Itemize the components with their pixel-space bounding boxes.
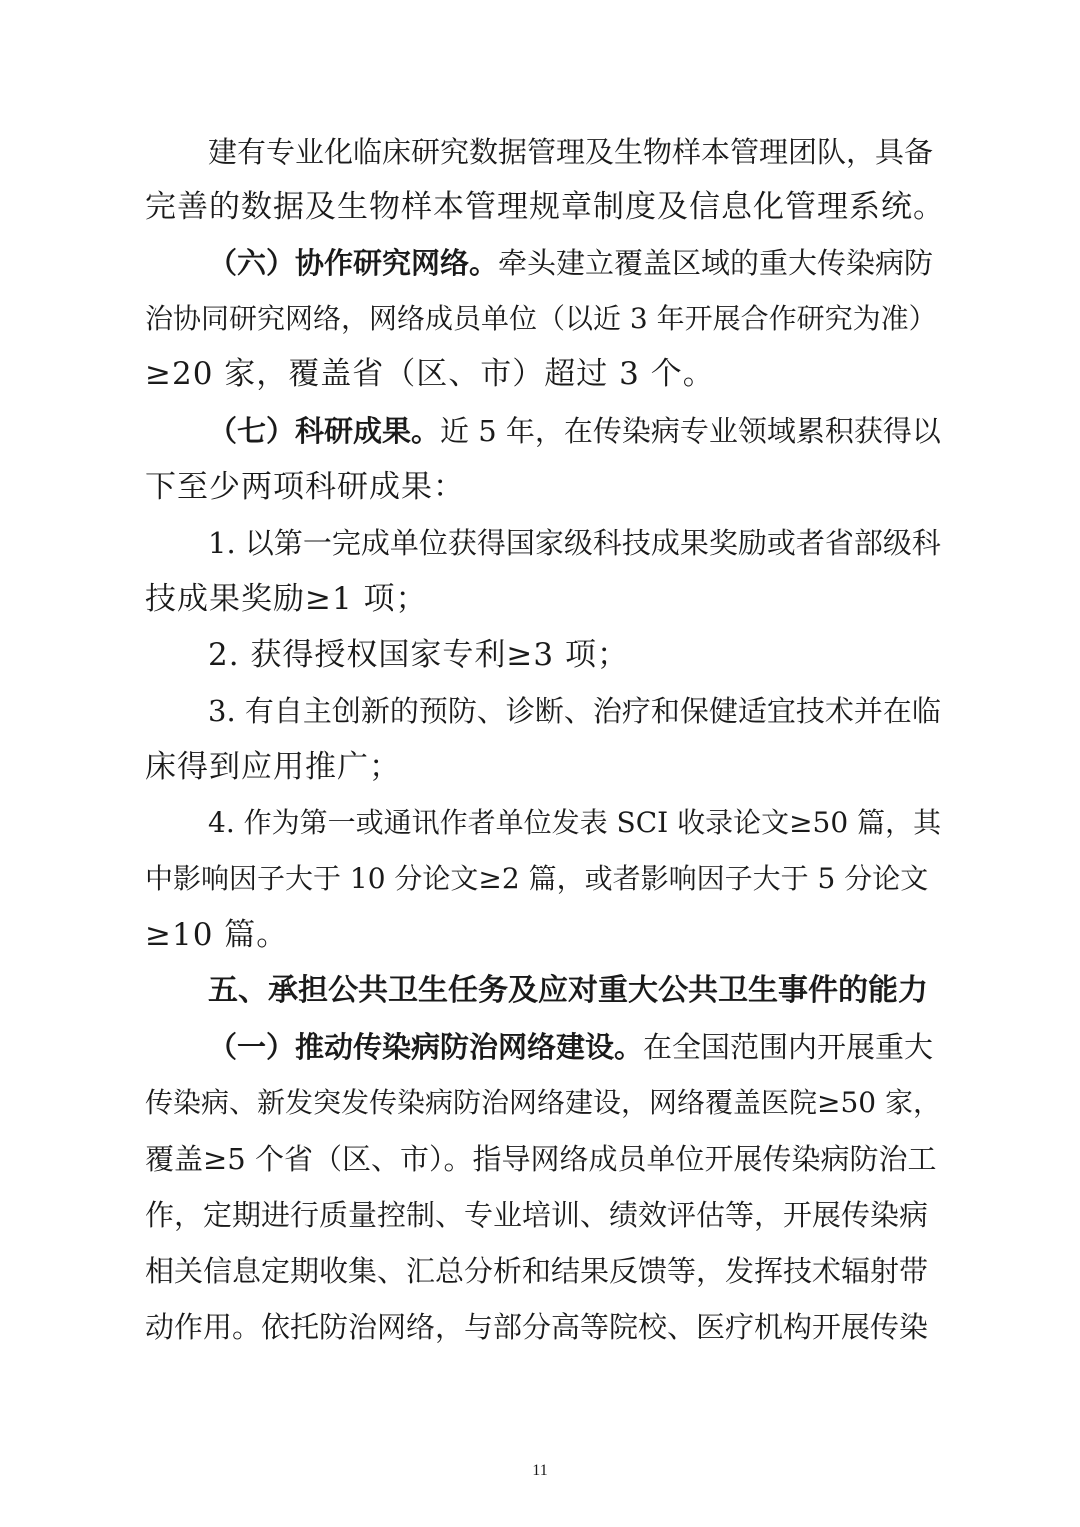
section-title: 推动传染病防治网络建设。 <box>295 1030 644 1064</box>
paragraph-line: 完善的数据及生物样本管理规章制度及信息化管理系统。 <box>145 189 945 225</box>
list-item-line: 床得到应用推广； <box>145 749 401 785</box>
paragraph-line: 下至少两项科研成果： <box>145 469 465 505</box>
list-item-line: 1. 以第一完成单位获得国家级科技成果奖励或者省部级科 <box>208 526 941 560</box>
paragraph-line: 治协同研究网络，网络成员单位（以近 3 年开展合作研究为准） <box>145 302 937 335</box>
page-number: 11 <box>532 1462 548 1479</box>
paragraph-line: 相关信息定期收集、汇总分析和结果反馈等，发挥技术辐射带 <box>145 1254 929 1288</box>
list-item-line: 技成果奖励≥1 项； <box>145 581 428 617</box>
section-marker: （六） <box>208 246 296 280</box>
section-title: 科研成果。 <box>295 414 441 448</box>
section-seven-line <box>208 409 945 453</box>
list-item-line: 4. 作为第一或通讯作者单位发表 SCI 收录论文≥50 篇，其 <box>208 806 942 839</box>
paragraph-line: ≥20 家，覆盖省（区、市）超过 3 个。 <box>145 356 715 392</box>
section-text: 牵头建立覆盖区域的重大传染病防 <box>498 246 934 280</box>
list-item-line: ≥10 篇。 <box>145 917 289 953</box>
paragraph-line: 作，定期进行质量控制、专业培训、绩效评估等，开展传染病 <box>145 1198 929 1232</box>
paragraph-line: 建有专业化临床研究数据管理及生物样本管理团队，具备 <box>208 135 934 169</box>
section-one-line <box>208 1025 945 1069</box>
section-six-line <box>208 241 945 285</box>
section-marker: （一） <box>208 1030 296 1064</box>
paragraph-line: 覆盖≥5 个省（区、市）。指导网络成员单位开展传染病防治工 <box>145 1142 937 1176</box>
list-item-line: 2. 获得授权国家专利≥3 项； <box>208 637 629 673</box>
section-marker: （七） <box>208 414 296 448</box>
list-item-line: 中影响因子大于 10 分论文≥2 篇，或者影响因子大于 5 分论文 <box>145 862 929 895</box>
section-title: 协作研究网络。 <box>295 246 499 280</box>
paragraph-line: 传染病、新发突发传染病防治网络建设，网络覆盖医院≥50 家， <box>145 1086 941 1119</box>
list-item-line: 3. 有自主创新的预防、诊断、治疗和保健适宜技术并在临 <box>208 694 941 728</box>
section-text: 近 5 年，在传染病专业领域累积获得以 <box>440 414 941 448</box>
paragraph-line: 动作用。依托防治网络，与部分高等院校、医疗机构开展传染 <box>145 1310 929 1344</box>
section-text: 在全国范围内开展重大 <box>643 1030 934 1064</box>
chapter-heading: 五、承担公共卫生任务及应对重大公共卫生事件的能力 <box>208 973 928 1008</box>
